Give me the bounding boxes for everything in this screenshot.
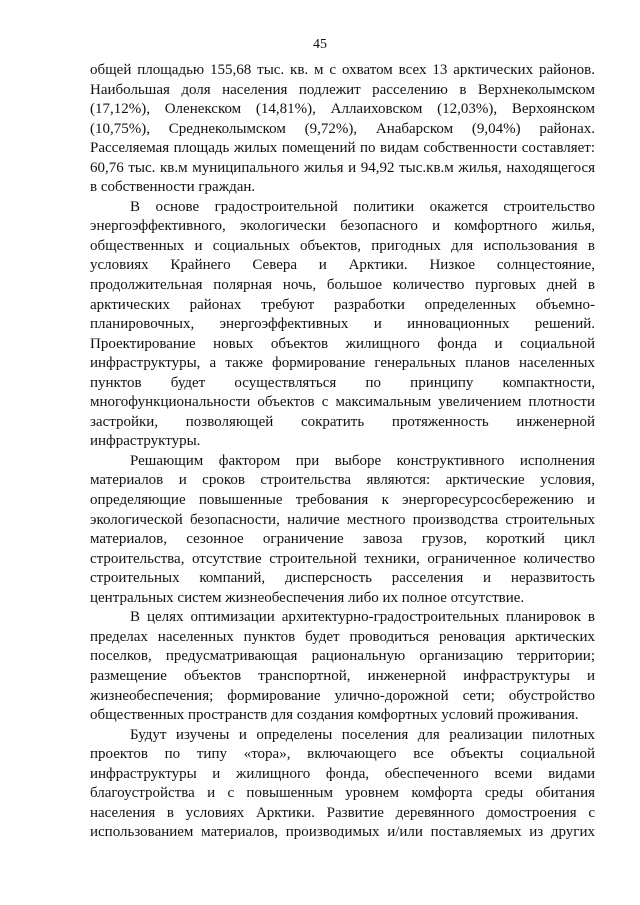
text-line: (17,12%), Оленекском (14,81%), Аллаиховском (12,03%), Верхоянском: [90, 101, 595, 118]
page-number: 45: [313, 37, 327, 52]
text-line: энергоэффективного, экологически безопасного и комфортного жилья,: [90, 218, 595, 235]
text-line: Решающим фактором при выборе конструктивного исполнения: [130, 452, 595, 469]
text-line: Будут изучены и определены поселения для реализации пилотных: [130, 726, 595, 743]
text-line: инфраструктуры и жилищного фонда, обеспеченного всеми видами: [90, 765, 595, 782]
text-line: строительства, отсутствие строительной техники, ограниченное количество: [90, 550, 595, 567]
text-line: использованием материалов, производимых и/или поставляемых из других: [90, 824, 595, 841]
text-line: размещение объектов транспортной, инженерной инфраструктуры и: [90, 667, 595, 684]
text-line: экологической безопасности, наличие местного производства строительных: [90, 511, 595, 528]
text-line: инфраструктуры.: [90, 433, 201, 450]
text-line: 60,76 тыс. кв.м муниципального жилья и 94,92 тыс.кв.м жилья, находящегося: [90, 159, 595, 176]
text-line: арктических районах требуют разработки определенных объемно-: [90, 296, 595, 313]
text-line: В целях оптимизации архитектурно-градостроительных планировок в: [130, 609, 595, 626]
text-line: жизнеобеспечения; формирование улично-дорожной сети; обустройство: [90, 687, 595, 704]
text-line: продолжительная полярная ночь, большое количество пурговых дней в: [90, 277, 595, 294]
paragraph: [90, 608, 595, 725]
text-line: центральных систем жизнеобеспечения либо их полное отсутствие.: [90, 589, 525, 606]
text-line: проектов по типу «тора», включающего все объекты социальной: [90, 746, 595, 763]
paragraph: [90, 452, 595, 608]
paragraph: [90, 61, 595, 198]
text-line: населения в условиях Арктики. Развитие деревянного домостроения с: [90, 804, 595, 821]
text-line: благоустройства и с повышенным уровнем комфорта среды обитания: [90, 785, 595, 802]
text-line: планировочных, энергоэффективных и инновационных решений.: [90, 316, 595, 333]
text-line: строительных компаний, дисперсность расселения и неразвитость: [90, 570, 595, 587]
text-line: общей площадью 155,68 тыс. кв. м с охватом всех 13 арктических районов.: [90, 62, 595, 78]
text-line: поселков, предусматривающая рациональную организацию территории;: [90, 648, 595, 665]
text-line: в собственности граждан.: [90, 179, 256, 196]
body-text: [90, 61, 595, 843]
text-line: материалов, сезонное ограничение завоза грузов, короткий цикл: [90, 531, 595, 548]
text-line: общественных и социальных объектов, пригодных для использования в: [90, 237, 595, 254]
text-line: инфраструктуры, а также формирование генеральных планов населенных: [90, 355, 595, 372]
paragraph: [90, 726, 595, 843]
text-line: В основе градостроительной политики окажется строительство: [130, 198, 595, 215]
text-line: материалов и сроков строительства являются: арктические условия,: [90, 472, 595, 489]
text-line: пунктов будет осуществляться по принципу компактности,: [90, 374, 595, 391]
text-line: условиях Крайнего Севера и Арктики. Низкое солнцестояние,: [90, 257, 595, 274]
text-line: застройки, позволяющей сократить протяженность инженерной: [90, 413, 595, 430]
text-line: многофункциональности объектов с максимальным увеличением плотности: [90, 394, 595, 411]
text-line: пределах населенных пунктов будет проводиться реновация арктических: [90, 628, 595, 645]
text-line: Наибольшая доля населения подлежит расселению в Верхнеколымском: [90, 81, 595, 98]
text-line: Расселяемая площадь жилых помещений по видам собственности составляет:: [90, 140, 595, 157]
text-line: определяющие повышенные требования к энергоресурсосбережению и: [90, 492, 595, 509]
text-line: Проектирование новых объектов жилищного фонда и социальной: [90, 335, 595, 352]
paragraph: [90, 198, 595, 452]
text-line: (10,75%), Среднеколымском (9,72%), Анабарском (9,04%) районах.: [90, 120, 595, 137]
text-line: общественных пространств для создания комфортных условий проживания.: [90, 707, 579, 724]
